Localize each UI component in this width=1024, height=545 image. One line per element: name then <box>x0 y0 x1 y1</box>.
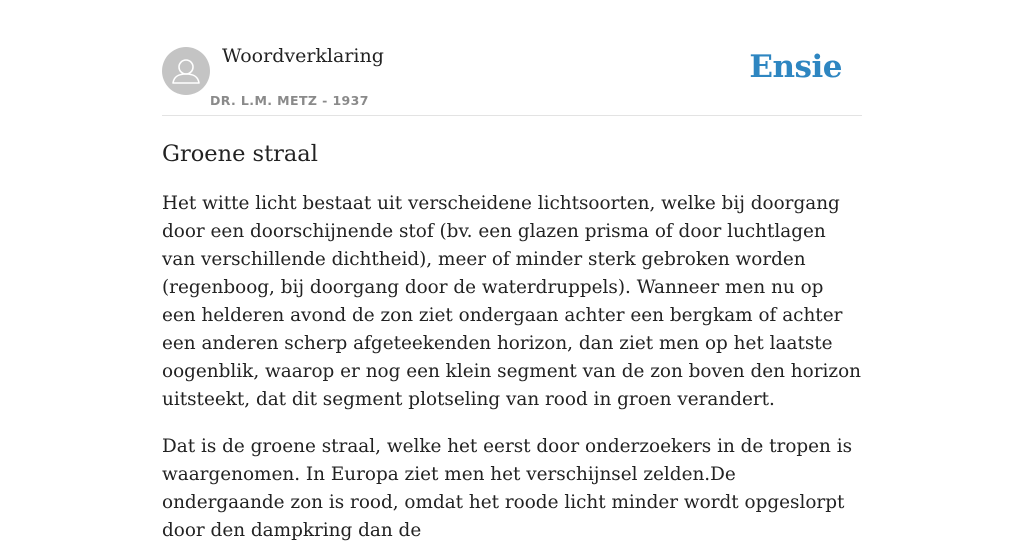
term-title: Groene straal <box>162 141 318 167</box>
source-title[interactable]: Woordverklaring <box>222 45 384 67</box>
source-author-year: DR. L.M. METZ - 1937 <box>210 93 369 108</box>
source-header <box>162 0 862 116</box>
user-icon[interactable] <box>162 47 210 95</box>
definition-paragraph: Het witte licht bestaat uit verscheidene lichtsoorten, welke bij doorgang door een doorschijnende stof (bv. een glazen prisma of door luchtlagen van verschillende dichtheid), meer of minder sterk gebroken worden (regenboog, bij doorgang door de waterdruppels). Wanneer men nu op een helderen avond de zon ziet ondergaan achter een bergkam of achter een anderen scherp afgeteekenden horizon, dan ziet men op het laatste oogenblik, waarop er nog een klein segment van de zon boven den horizon uitsteekt, dat dit segment plotseling van rood in groen verandert. <box>162 193 862 410</box>
brand-logo[interactable]: Ensie <box>749 49 842 85</box>
content-column <box>162 0 862 545</box>
definition-paragraph: Dat is de groene straal, welke het eerst door onderzoekers in de tropen is waargenomen. In Europa ziet men het verschijnsel zelden.De ondergaande zon is rood, omdat het roode licht minder wordt opgeslorpt door den dampkring dan de <box>162 436 853 541</box>
